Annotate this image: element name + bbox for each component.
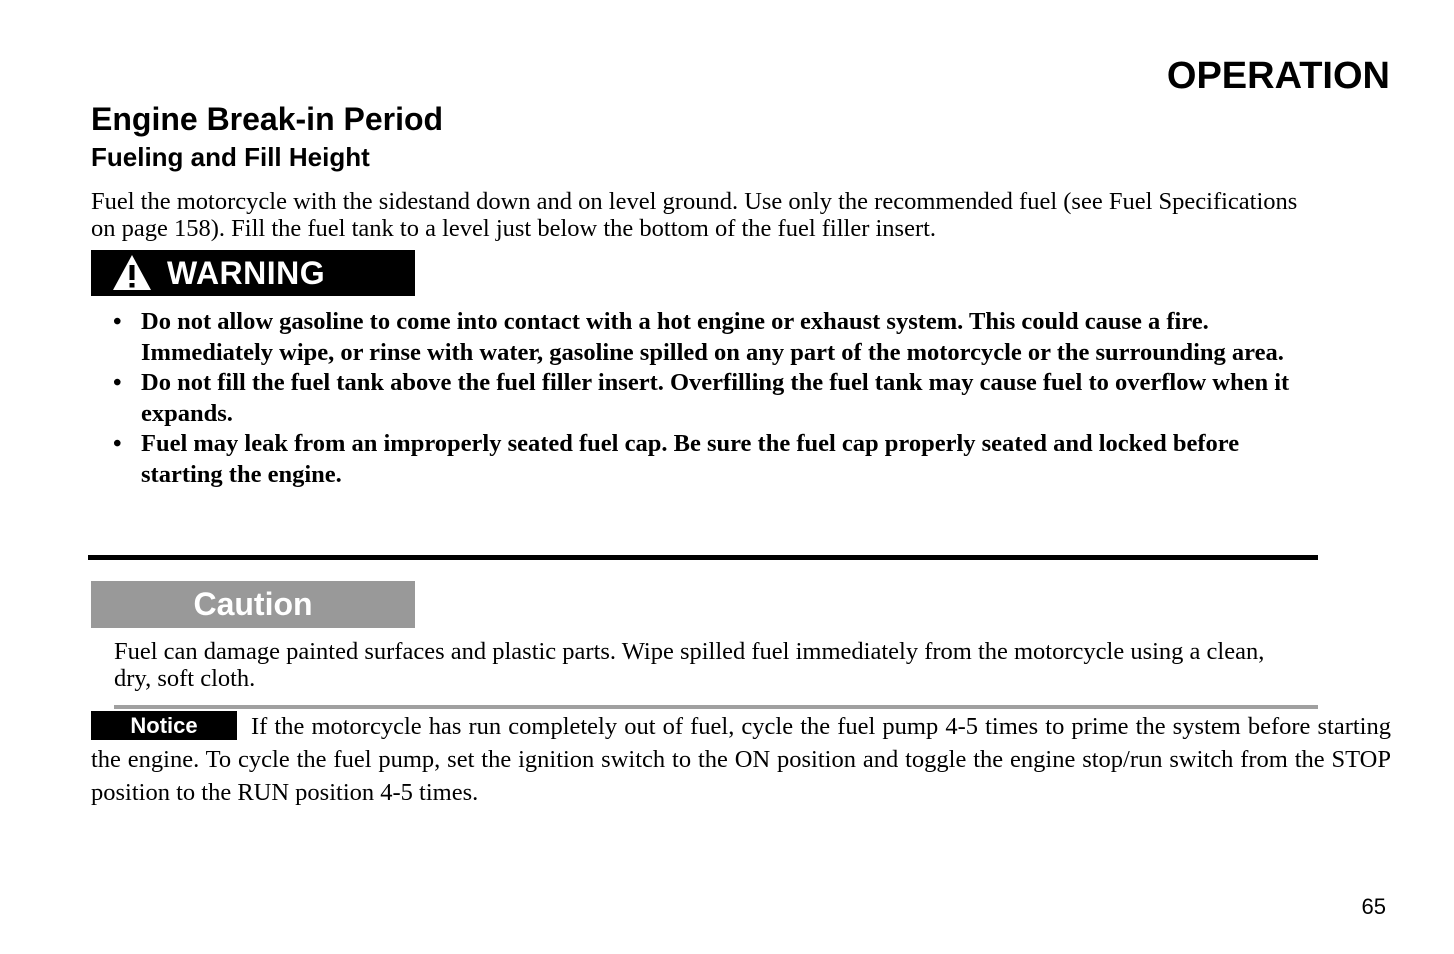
notice-block: [91, 710, 1391, 809]
bullet: •: [113, 430, 122, 457]
warning-item-text: Fuel may leak from an improperly seated fuel cap. Be sure the fuel cap properly seated and locked before starting the engine.: [141, 430, 1240, 488]
caution-divider: [114, 705, 1318, 709]
caution-label: Caution: [193, 586, 313, 622]
section-divider: [88, 555, 1318, 560]
caution-text: Fuel can damage painted surfaces and plastic parts. Wipe spilled fuel immediately from the motorcycle using a clean, dry, soft cloth.: [114, 638, 1265, 692]
warning-item-text: Do not allow gasoline to come into contact with a hot engine or exhaust system. This could cause a fire. Immediately wipe, or rinse with water, gasoline spilled on any part of the motorcycle or the surrounding area.: [141, 308, 1284, 366]
intro-paragraph: Fuel the motorcycle with the sidestand down and on level ground. Use only the recommended fuel (see Fuel Specifications on page 158). Fill the fuel tank to a level just below the bottom of the fuel filler insert.: [91, 188, 1298, 242]
bullet: •: [113, 308, 122, 335]
page-title: Engine Break-in Period: [91, 101, 444, 137]
warning-list: [113, 307, 1313, 490]
warning-label: WARNING: [167, 254, 326, 291]
list-item: [113, 307, 1313, 368]
subtitle: Fueling and Fill Height: [91, 142, 370, 172]
bullet: •: [113, 369, 122, 396]
caution-banner: [91, 581, 415, 628]
warning-banner: [91, 250, 415, 296]
notice-text: If the motorcycle has run completely out of fuel, cycle the fuel pump 4-5 times to prime the system before starting the engine. To cycle the fuel pump, set the ignition switch to the ON position and toggle the engine stop/run switch from the STOP position to the RUN position 4-5 times.: [91, 713, 1391, 806]
section-header: OPERATION: [1166, 55, 1390, 97]
notice-badge: Notice: [91, 711, 237, 740]
warning-triangle-icon: [111, 252, 153, 294]
page-number: 65: [1361, 894, 1386, 919]
list-item: [113, 368, 1313, 429]
warning-item-text: Do not fill the fuel tank above the fuel filler insert. Overfilling the fuel tank may cause fuel to overflow when it expands.: [141, 369, 1290, 427]
list-item: [113, 429, 1313, 490]
